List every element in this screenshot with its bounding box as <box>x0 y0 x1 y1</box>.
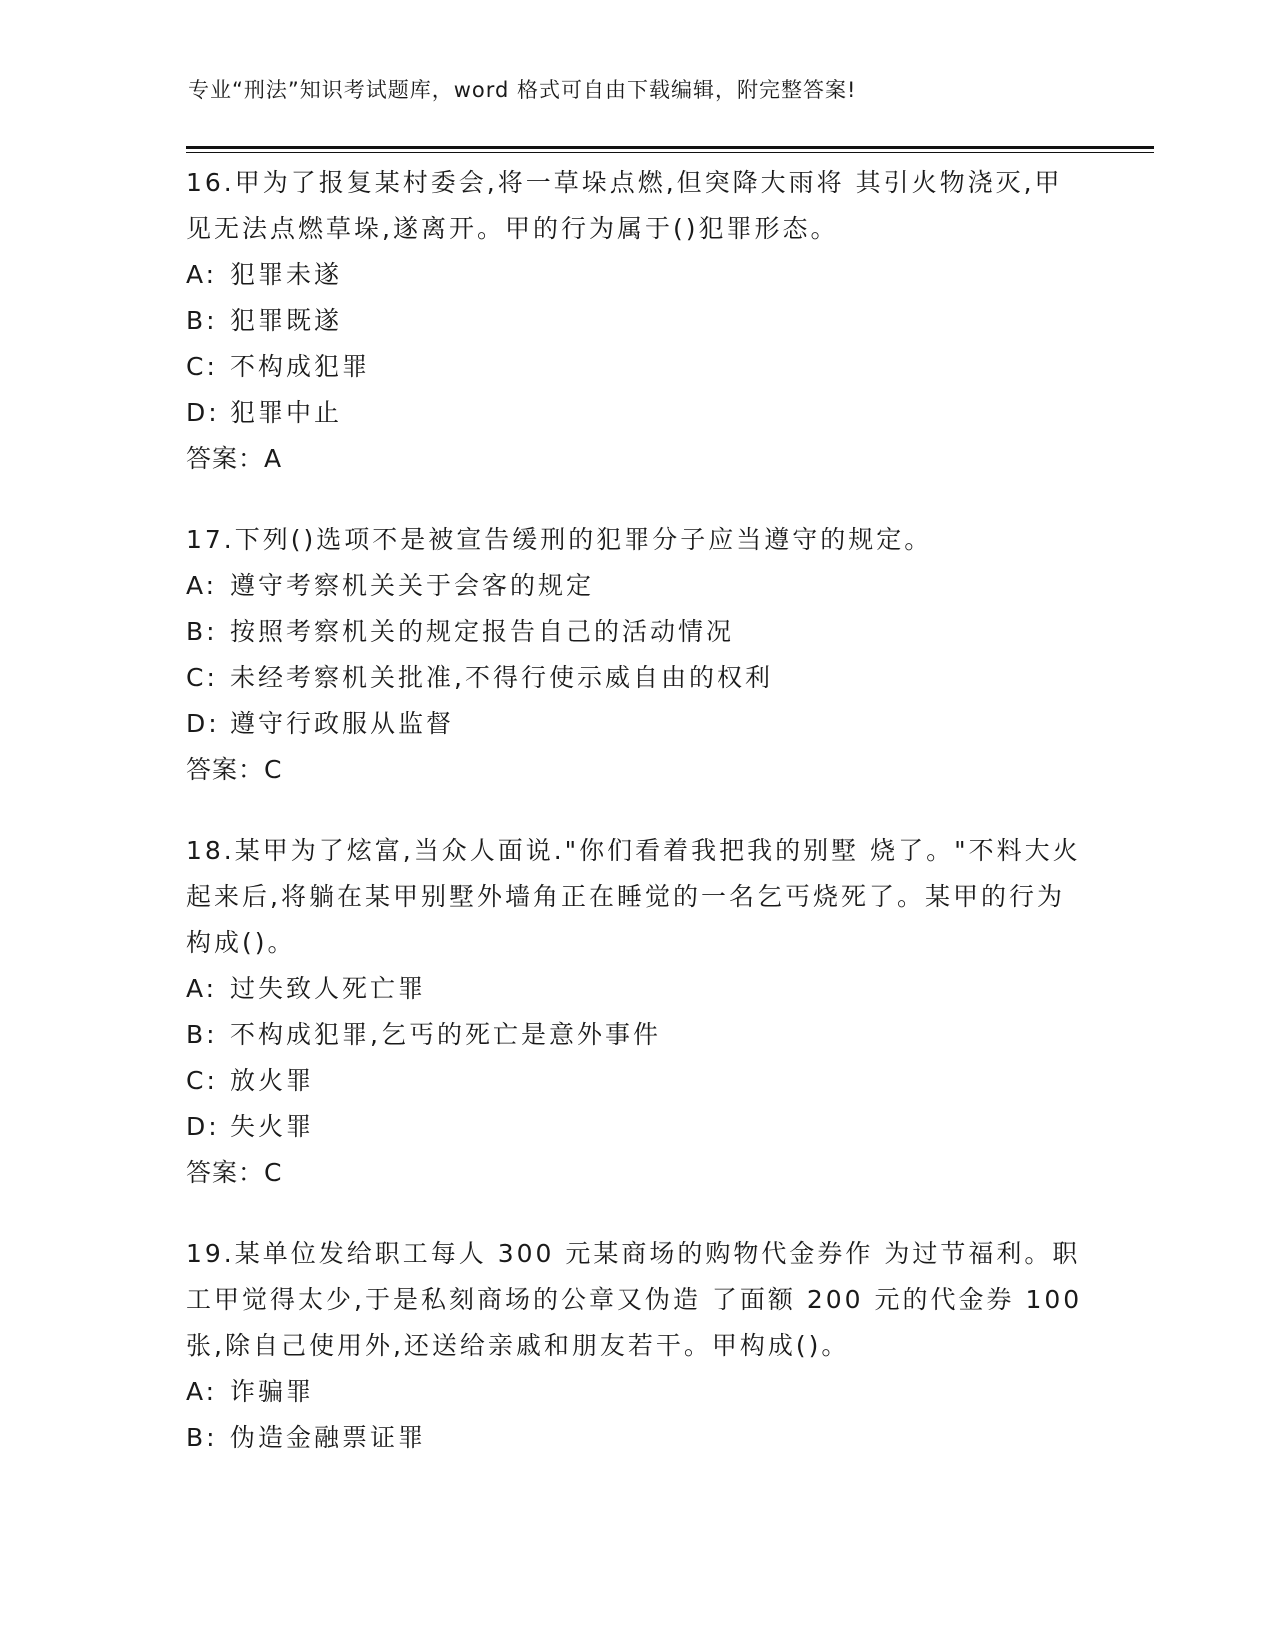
question-list <box>186 160 1086 1496</box>
option-text: 放火罪 <box>230 1066 315 1095</box>
option-text: 犯罪既遂 <box>230 306 343 335</box>
option-letter: B: <box>186 306 218 335</box>
option-text: 不构成犯罪 <box>230 352 371 381</box>
option-letter: B: <box>186 1020 218 1049</box>
option-letter: D: <box>186 709 220 738</box>
option-letter: B: <box>186 617 218 646</box>
option-c <box>186 1058 1086 1104</box>
option-letter: A: <box>186 1377 218 1406</box>
option-text: 犯罪中止 <box>230 398 343 427</box>
question-16 <box>186 160 1086 482</box>
page-header: 专业“刑法”知识考试题库，word 格式可自由下载编辑，附完整答案! <box>188 78 857 102</box>
answer-line: 答案：C <box>186 1158 283 1187</box>
question-19 <box>186 1231 1086 1461</box>
question-18 <box>186 828 1086 1196</box>
option-letter: C: <box>186 1066 218 1095</box>
option-c <box>186 655 1086 701</box>
option-d <box>186 701 1086 747</box>
option-text: 诈骗罪 <box>230 1377 315 1406</box>
option-letter: A: <box>186 974 218 1003</box>
option-letter: B: <box>186 1423 218 1452</box>
option-d <box>186 390 1086 436</box>
option-letter: A: <box>186 260 218 289</box>
option-letter: A: <box>186 571 218 600</box>
question-stem: 16.甲为了报复某村委会,将一草垛点燃,但突降大雨将 其引火物浇灭,甲见无法点燃草垛,遂离开。甲的行为属于()犯罪形态。 <box>186 168 1063 243</box>
option-text: 未经考察机关批准,不得行使示威自由的权利 <box>230 663 773 692</box>
option-text: 按照考察机关的规定报告自己的活动情况 <box>230 617 735 646</box>
option-d <box>186 1104 1086 1150</box>
option-text: 不构成犯罪,乞丐的死亡是意外事件 <box>230 1020 661 1049</box>
option-a <box>186 966 1086 1012</box>
option-a <box>186 563 1086 609</box>
question-stem: 19.某单位发给职工每人 300 元某商场的购物代金券作 为过节福利。职工甲觉得太少,于是私刻商场的公章又伪造 了面额 200 元的代金券 100 张,除自己使用外,还送给亲戚和朋友若干。甲构成()。 <box>186 1239 1083 1360</box>
option-text: 伪造金融票证罪 <box>230 1423 427 1452</box>
option-b <box>186 1012 1086 1058</box>
option-b <box>186 298 1086 344</box>
option-b <box>186 609 1086 655</box>
option-letter: D: <box>186 398 220 427</box>
answer-line: 答案：C <box>186 755 283 784</box>
option-text: 遵守考察机关关于会客的规定 <box>230 571 595 600</box>
option-letter: C: <box>186 663 218 692</box>
header-rule-thick <box>186 146 1154 149</box>
question-stem: 17.下列()选项不是被宣告缓刑的犯罪分子应当遵守的规定。 <box>186 525 933 554</box>
option-text: 犯罪未遂 <box>230 260 343 289</box>
header-rule-thin <box>186 152 1154 153</box>
option-text: 过失致人死亡罪 <box>230 974 427 1003</box>
option-b <box>186 1415 1086 1461</box>
option-text: 遵守行政服从监督 <box>230 709 455 738</box>
option-a <box>186 1369 1086 1415</box>
option-text: 失火罪 <box>230 1112 315 1141</box>
question-17 <box>186 517 1086 793</box>
answer-line: 答案：A <box>186 444 283 473</box>
option-a <box>186 252 1086 298</box>
option-letter: C: <box>186 352 218 381</box>
option-letter: D: <box>186 1112 220 1141</box>
option-c <box>186 344 1086 390</box>
question-stem: 18.某甲为了炫富,当众人面说."你们看着我把我的别墅 烧了。"不料大火起来后,将躺在某甲别墅外墙角正在睡觉的一名乞丐烧死了。某甲的行为构成()。 <box>186 836 1081 957</box>
